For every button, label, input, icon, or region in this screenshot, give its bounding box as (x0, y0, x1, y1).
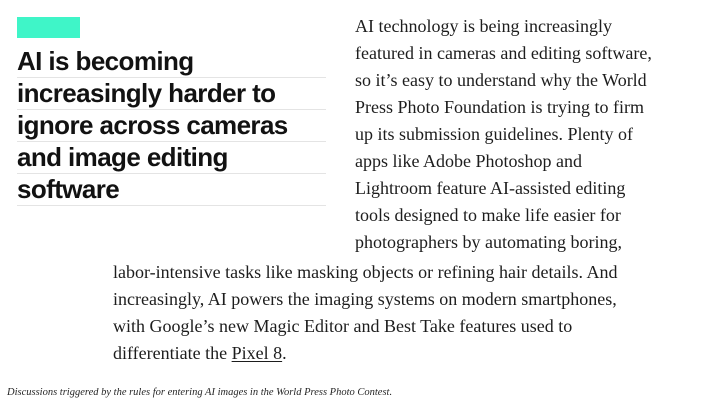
body-text-line: increasingly, AI powers the imaging systems on modern smartphones, (113, 289, 617, 309)
article-headline (17, 46, 326, 206)
body-text-line: tools designed to make life easier for (355, 205, 621, 225)
body-text-line: AI technology is being increasingly (355, 16, 612, 36)
article-body-wide-column (113, 259, 709, 367)
accent-color-swatch (17, 17, 80, 38)
body-text-line: featured in cameras and editing software, (355, 43, 652, 63)
last-line-suffix: . (282, 343, 287, 363)
headline-line: AI is becoming (17, 46, 326, 78)
body-text-line: apps like Adobe Photoshop and (355, 151, 582, 171)
body-text-line: Lightroom feature AI-assisted editing (355, 178, 626, 198)
body-last-line (113, 340, 709, 367)
headline-line: software (17, 174, 326, 206)
headline-line: increasingly harder to (17, 78, 326, 110)
body-text-line: labor-intensive tasks like masking objects or refining hair details. And (113, 262, 618, 282)
body-text-line: with Google’s new Magic Editor and Best Take features used to (113, 316, 573, 336)
pixel-8-link[interactable]: Pixel 8 (231, 343, 283, 363)
body-text-line: photographers by automating boring, (355, 232, 622, 252)
article-body-narrow-column (355, 13, 705, 256)
body-text-line: so it’s easy to understand why the World (355, 70, 647, 90)
headline-line: and image editing (17, 142, 326, 174)
image-caption: Discussions triggered by the rules for entering AI images in the World Press Photo Contest. (7, 387, 393, 398)
headline-line: ignore across cameras (17, 110, 326, 142)
body-text-line: Press Photo Foundation is trying to firm (355, 97, 645, 117)
body-text-line: up its submission guidelines. Plenty of (355, 124, 634, 144)
last-line-prefix: differentiate the (113, 343, 232, 363)
wide-lines-group (113, 259, 709, 340)
